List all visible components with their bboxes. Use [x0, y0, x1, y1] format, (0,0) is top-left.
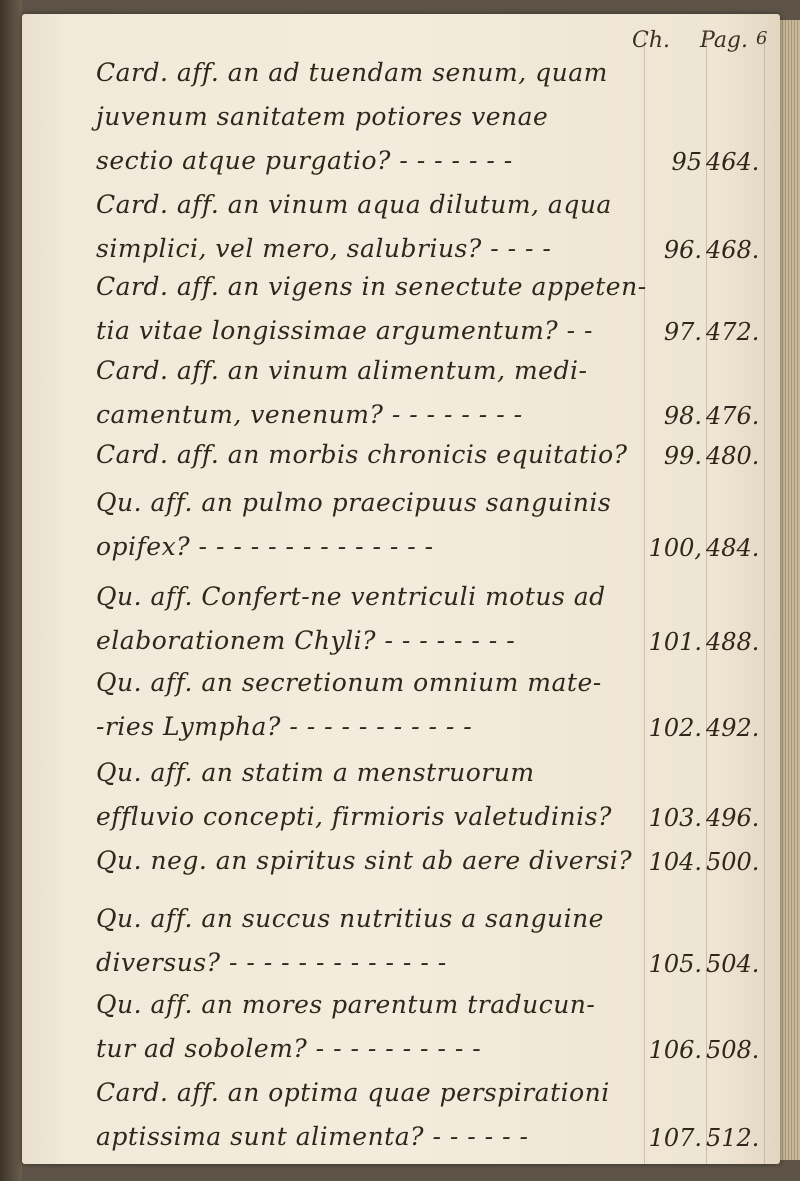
- entry-line: Qu. aff. an statim a menstruorum: [96, 758, 535, 787]
- chapter-number: 106.: [648, 1036, 702, 1064]
- entry-line: opifex? - - - - - - - - - - - - - -: [96, 532, 434, 561]
- chapter-number: 100,: [648, 534, 702, 562]
- entry-line: sectio atque purgatio? - - - - - - -: [96, 146, 513, 175]
- entry-line: elaborationem Chyli? - - - - - - - -: [96, 626, 516, 655]
- entry-reference: [648, 1036, 768, 1064]
- header-ch: Ch.: [632, 28, 670, 53]
- page-number: 512.: [706, 1124, 760, 1152]
- chapter-number: 101.: [648, 628, 702, 656]
- book-spine: [0, 0, 22, 1181]
- entry-reference: [648, 402, 768, 430]
- chapter-number: 105.: [648, 950, 702, 978]
- column-rule-left: [644, 34, 645, 1164]
- entry-line: Card. aff. an ad tuendam senum, quam: [96, 58, 608, 87]
- page-number: 500.: [706, 848, 760, 876]
- entry-line: Card. aff. an optima quae perspirationi: [96, 1078, 610, 1107]
- page-number: 472.: [706, 318, 760, 346]
- entry-reference: [648, 628, 768, 656]
- chapter-number: 103.: [648, 804, 702, 832]
- chapter-number: 96.: [663, 236, 702, 264]
- entry-line: -ries Lympha? - - - - - - - - - - -: [96, 712, 473, 741]
- page-edges: [780, 20, 800, 1160]
- entry-line: Qu. aff. Confert-ne ventriculi motus ad: [96, 582, 606, 611]
- entry-reference: [648, 804, 768, 832]
- page-number: 488.: [706, 628, 760, 656]
- entry-reference: [648, 318, 768, 346]
- column-rule-right: [764, 34, 765, 1164]
- entry-line: aptissima sunt alimenta? - - - - - -: [96, 1122, 529, 1151]
- page-number: 480.: [706, 442, 760, 470]
- page-number: 492.: [706, 714, 760, 742]
- entry-reference: [648, 534, 768, 562]
- folio-number: 6: [756, 28, 768, 49]
- page-number: 468.: [706, 236, 760, 264]
- entry-line: Qu. neg. an spiritus sint ab aere diversi?: [96, 846, 633, 875]
- entry-reference: [648, 236, 768, 264]
- entry-line: camentum, venenum? - - - - - - - -: [96, 400, 523, 429]
- entry-line: simplici, vel mero, salubrius? - - - -: [96, 234, 552, 263]
- page-number: 504.: [706, 950, 760, 978]
- entry-reference: [648, 714, 768, 742]
- entry-line: Qu. aff. an succus nutritius a sanguine: [96, 904, 604, 933]
- entry-line: juvenum sanitatem potiores venae: [96, 102, 549, 131]
- page-number: 508.: [706, 1036, 760, 1064]
- chapter-number: 97.: [663, 318, 702, 346]
- chapter-number: 102.: [648, 714, 702, 742]
- entry-line: Card. aff. an vigens in senectute appeten-: [96, 272, 647, 301]
- entry-line: Card. aff. an morbis chronicis equitatio?: [96, 440, 628, 469]
- entry-line: tur ad sobolem? - - - - - - - - - -: [96, 1034, 482, 1063]
- entry-line: Qu. aff. an mores parentum traducun-: [96, 990, 596, 1019]
- page-number: 496.: [706, 804, 760, 832]
- entry-line: Card. aff. an vinum alimentum, medi-: [96, 356, 588, 385]
- entry-reference: [648, 848, 768, 876]
- entry-line: Card. aff. an vinum aqua dilutum, aqua: [96, 190, 612, 219]
- entry-reference: [648, 950, 768, 978]
- entry-reference: [648, 148, 768, 176]
- chapter-number: 98.: [663, 402, 702, 430]
- column-rule-middle: [706, 34, 707, 1164]
- chapter-number: 107.: [648, 1124, 702, 1152]
- entry-line: diversus? - - - - - - - - - - - - -: [96, 948, 447, 977]
- chapter-number: 99.: [663, 442, 702, 470]
- entry-line: Qu. aff. an secretionum omnium mate-: [96, 668, 602, 697]
- entry-line: Qu. aff. an pulmo praecipuus sanguinis: [96, 488, 612, 517]
- chapter-number: 104.: [648, 848, 702, 876]
- header-pag: Pag.: [700, 28, 749, 53]
- chapter-number: 95: [671, 148, 702, 176]
- page-number: 476.: [706, 402, 760, 430]
- entry-line: tia vitae longissimae argumentum? - -: [96, 316, 593, 345]
- entry-reference: [648, 1124, 768, 1152]
- page-number: 484.: [706, 534, 760, 562]
- entry-line: effluvio concepti, firmioris valetudinis?: [96, 802, 612, 831]
- entry-reference: [648, 442, 768, 470]
- page-number: 464.: [706, 148, 760, 176]
